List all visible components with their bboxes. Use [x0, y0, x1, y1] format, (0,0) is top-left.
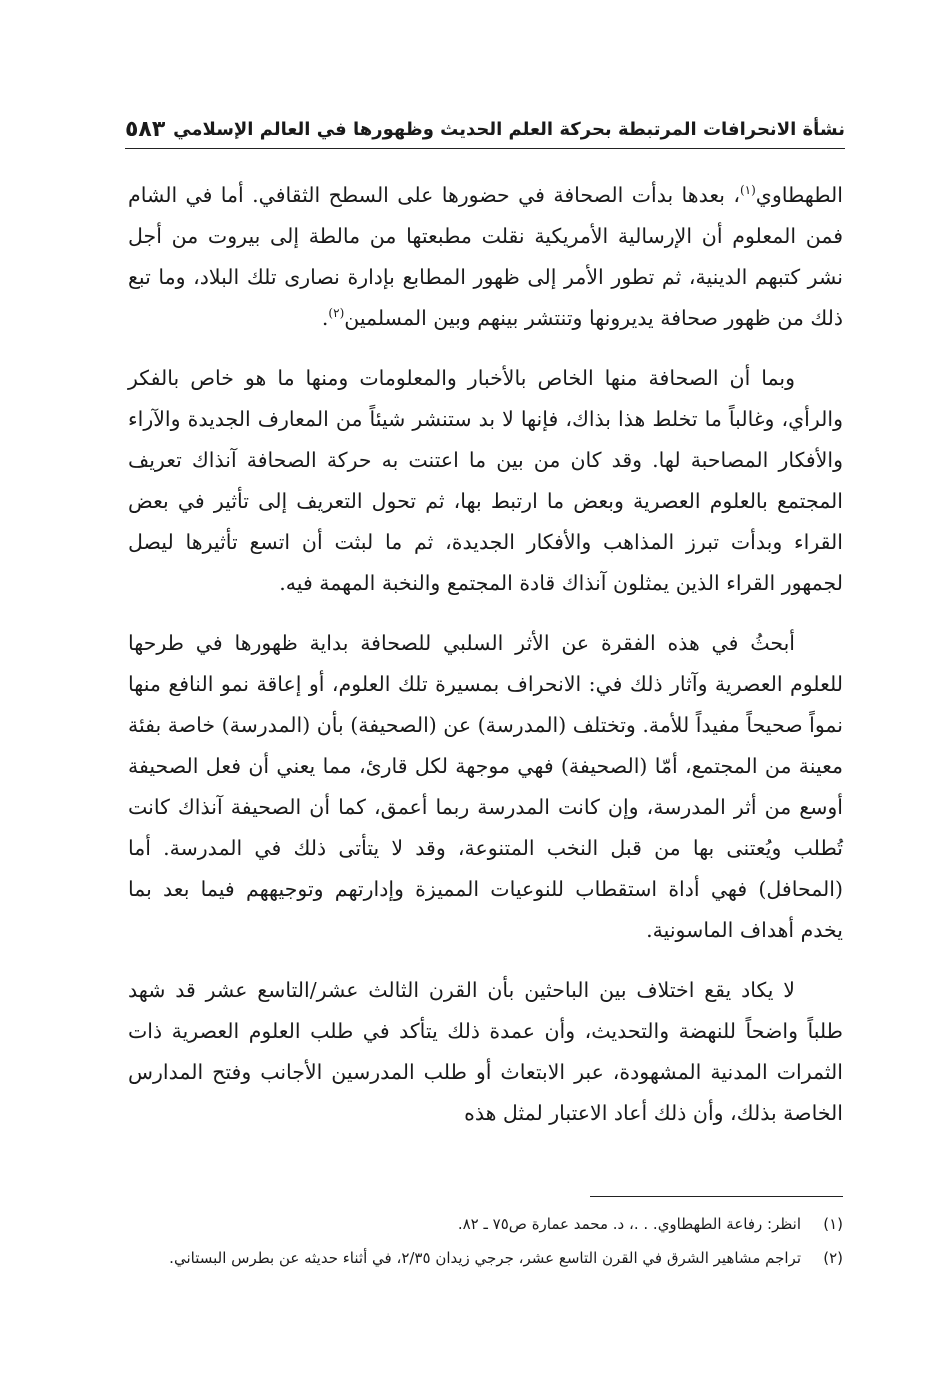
paragraph-text: ، بعدها بدأت الصحافة في حضورها على السطح الثقافي. أما في الشام فمن المعلوم أن الإرسالية الأمريكية نقلت مطبعتها من مالطة إلى بيروت من أجل نشر كتبهم الدينية، ثم تطور الأمر إلى ظهور المطابع بإدارة نصارى تلك البلاد، وما تبع ذلك من ظهور صحافة يديرونها وتنتشر بينهم وبين المسلمين: [128, 183, 843, 330]
footnote: [128, 1210, 843, 1238]
paragraph: أبحثُ في هذه الفقرة عن الأثر السلبي للصحافة بداية ظهورها في طرحها للعلوم العصرية وآثار ذلك في: الانحراف بمسيرة تلك العلوم، أو إعاقة نمو النافع منها نمواً صحيحاً مفيداً للأمة. وتختلف (المدرسة) عن (الصحيفة) بأن (المدرسة) خاصة بفئة معينة من المجتمع، أمّا (الصحيفة) فهي موجهة لكل قارئ، مما يعني أن فعل الصحيفة أوسع من أثر المدرسة، وإن كانت المدرسة ربما أعمق، كما أن الصحيفة آنذاك كانت تُطلب ويُعتنى بها من قبل النخب المتنوعة، وقد لا يتأتى ذلك في المدرسة. أما (المحافل) فهي أداة استقطاب للنوعيات المميزة وإدارتهم وتوجيههم فيما بعد بما يخدم أهداف الماسونية.: [128, 631, 843, 942]
paragraph: لا يكاد يقع اختلاف بين الباحثين بأن القرن الثالث عشر/التاسع عشر قد شهد طلباً واضحاً للنهضة والتحديث، وأن عمدة ذلك يتأكد في طلب العلوم العصرية ذات الثمرات المدنية المشهودة، عبر الابتعاث أو طلب المدرسين الأجانب وفتح المدارس الخاصة بذلك، وأن ذلك أعاد الاعتبار لمثل هذه: [128, 978, 843, 1125]
footnotes: [128, 1210, 843, 1278]
footnote-number: (١): [823, 1215, 843, 1233]
footnote-number: (٢): [823, 1249, 843, 1267]
main-text: [128, 175, 843, 1153]
footnote-text: تراجم مشاهير الشرق في القرن التاسع عشر، جرجي زيدان ٢/٣٥، في أثناء حديثه عن بطرس البستاني.: [169, 1249, 801, 1267]
paragraph-text: الطهطاوي: [755, 183, 843, 207]
page-header: [125, 108, 845, 149]
footnote-marker: (١): [739, 183, 756, 198]
footnote-separator: [590, 1196, 843, 1197]
running-title: نشأة الانحرافات المرتبطة بحركة العلم الحديث وظهورها في العالم الإسلامي: [173, 119, 845, 140]
paragraph-text: .: [321, 306, 329, 330]
paragraph: [128, 175, 843, 339]
paragraph: وبما أن الصحافة منها الخاص بالأخبار والمعلومات ومنها ما هو خاص بالفكر والرأي، وغالباً ما تخلط هذا بذاك، فإنها لا بد ستنشر شيئاً من المعارف الجديدة والآراء والأفكار المصاحبة لها. وقد كان من بين ما اعتنت به حركة الصحافة آنذاك تعريف المجتمع بالعلوم العصرية وبعض ما ارتبط بها، ثم تحول التعريف إلى تأثير في بعض القراء وبدأت تبرز المذاهب والأفكار الجديدة، ثم ما لبثت أن اتسع تأثيرها ليصل لجمهور القراء الذين يمثلون آنذاك قادة المجتمع والنخبة المهمة فيه.: [128, 366, 843, 595]
footnote-marker: (٢): [328, 306, 345, 321]
footnote: [128, 1244, 843, 1272]
page-number: ٥٨٣: [125, 117, 166, 142]
footnote-text: انظر: رفاعة الطهطاوي. . .، د. محمد عمارة ص٧٥ ـ ٨٢.: [457, 1215, 801, 1233]
